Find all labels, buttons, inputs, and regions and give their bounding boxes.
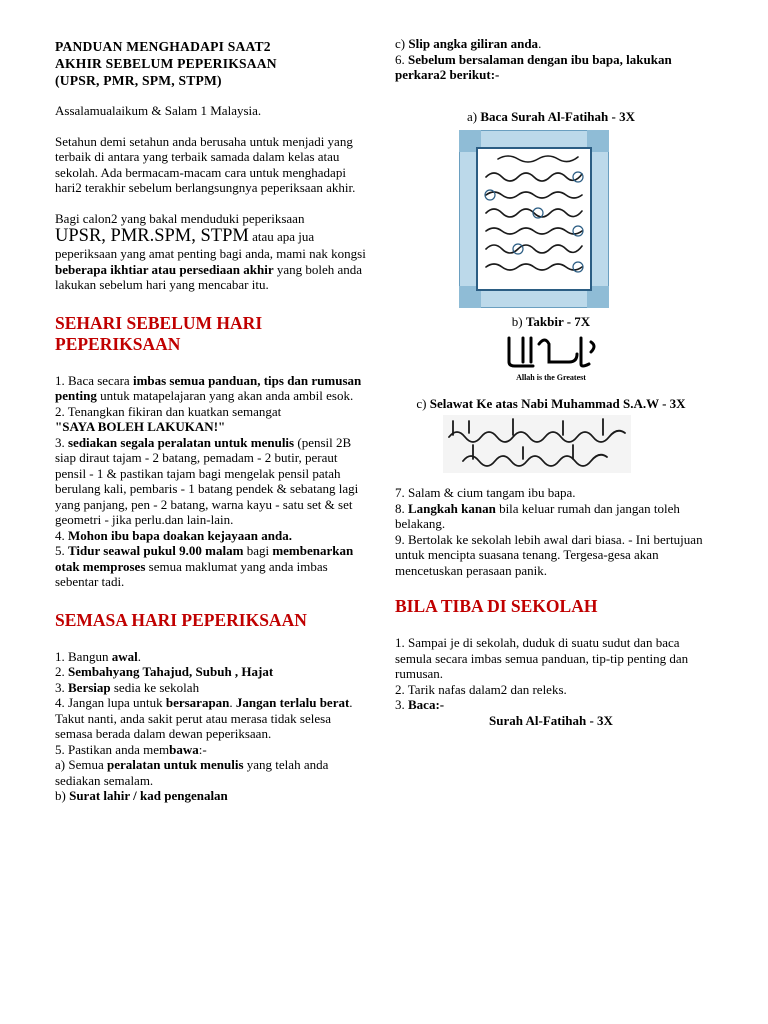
list-item: 4. Jangan lupa untuk bersarapan. Jangan terlalu berat. Takut nanti, anda sakit perut atau merasa tidak selesa semasa berada dalam dewan peperiksaan.: [55, 695, 353, 741]
list-item: 5. Tidur seawal pukul 9.00 malam bagi membenarkan otak memproses semua maklumat yang anda imbas sebentar tadi.: [55, 543, 354, 589]
allahu-akbar-calligraphy-icon: [501, 334, 601, 370]
intro-paragraph: Setahun demi setahun anda berusaha untuk menjadi yang terbaik di antara yang terbaik samada dalam kelas atau sekolah. Ada bermacam-macam cara untuk menghadapi hari2 terakhir sebelum berlangsungnya peperiksaan akhir.: [55, 133, 356, 195]
takbir-image: [501, 334, 601, 382]
section-heading-exam-day: SEMASA HARI PEPERIKSAAN: [55, 609, 307, 630]
document-title: [55, 38, 367, 89]
exam-list: UPSR, PMR.SPM, STPM: [55, 226, 249, 246]
list-item: 6. Sebelum bersalaman dengan ibu bapa, lakukan perkara2 berikut:-: [395, 51, 672, 82]
fatihah-caption: a) Baca Surah Al-Fatihah - 3X: [467, 108, 635, 124]
selawat-image: [443, 415, 631, 473]
exam-paragraph: Bagi calon2 yang bakal menduduki peperiksaan UPSR, PMR.SPM, STPM atau apa jua peperiksaan yang amat penting bagi anda, mami nak kongsi beberapa ikhtiar atau persediaan akhir yang boleh anda lakukan sebelum hari yang mencabar itu.: [55, 210, 366, 292]
list-item: a) Semua peralatan untuk menulis yang telah anda sediakan semalam.: [55, 757, 329, 788]
title-line-2: AKHIR SEBELUM PEPERIKSAAN: [55, 56, 277, 71]
section-heading-at-school: BILA TIBA DI SEKOLAH: [395, 596, 598, 616]
list-item: 3. sediakan segala peralatan untuk menulis (pensil 2B siap diraut tajam - 2 batang, pemadam - 2 butir, peraut pensil - 1 & pastikan tajam bagi mengelak pensil patah berulang kali, pembaris - 1 batang pendek & sebatang lagi yang panjang, pen - 2 batang, warna kayu - satu set & set geometri - jika perlu.dan lain-lain.: [55, 434, 359, 527]
list-item: b) Surat lahir / kad pengenalan: [55, 788, 228, 803]
left-column: [55, 38, 367, 804]
arabic-calligraphy-icon: [478, 149, 592, 291]
greeting: Assalamualaikum & Salam 1 Malaysia.: [55, 103, 262, 118]
selawat-caption: c) Selawat Ke atas Nabi Muhammad S.A.W - 3X: [416, 395, 686, 411]
list-item: Surah Al-Fatihah - 3X: [489, 712, 613, 728]
list-item: 8. Langkah kanan bila keluar rumah dan jangan toleh belakang.: [395, 500, 680, 531]
list-item: 5. Pastikan anda membawa:-: [55, 741, 207, 757]
list-item: 9. Bertolak ke sekolah lebih awal dari biasa. - Ini bertujuan untuk mencipta suasana tenang. Tergesa-gesa akan mencetuskan perasaan panik.: [395, 531, 703, 578]
list-item: c) Slip angka giliran anda.: [395, 36, 542, 51]
title-line-3: (UPSR, PMR, SPM, STPM): [55, 73, 222, 88]
takbir-subcaption: Allah is the Greatest: [516, 373, 586, 382]
list-item: 1. Baca secara imbas semua panduan, tips dan rumusan penting untuk matapelajaran yang akan anda ambil esok.: [55, 372, 362, 403]
list-item: 2. Sembahyang Tahajud, Subuh , Hajat: [55, 664, 274, 679]
title-line-1: PANDUAN MENGHADAPI SAAT2: [55, 39, 271, 54]
list-item: 1. Sampai je di sekolah, duduk di suatu sudut dan baca semula secara imbas semua panduan, tip-tip penting dan rumusan.: [395, 635, 689, 681]
list-item: 3. Baca:-: [395, 697, 445, 712]
takbir-caption: b) Takbir - 7X: [511, 314, 591, 329]
list-item: 2. Tenangkan fikiran dan kuatkan semangat "SAYA BOLEH LAKUKAN!": [55, 403, 282, 434]
section-heading-day-before: SEHARI SEBELUM HARI PEPERIKSAAN: [55, 312, 263, 354]
selawat-calligraphy-icon: [443, 415, 631, 473]
al-fatihah-image: [459, 130, 609, 308]
list-item: 1. Bangun awal.: [55, 648, 141, 664]
list-item: 4. Mohon ibu bapa doakan kejayaan anda.: [55, 527, 292, 543]
list-item: 3. Bersiap sedia ke sekolah: [55, 679, 200, 695]
list-item: 7. Salam & cium tangam ibu bapa.: [395, 485, 576, 500]
right-column: [395, 36, 707, 728]
list-item: 2. Tarik nafas dalam2 dan releks.: [395, 681, 567, 697]
